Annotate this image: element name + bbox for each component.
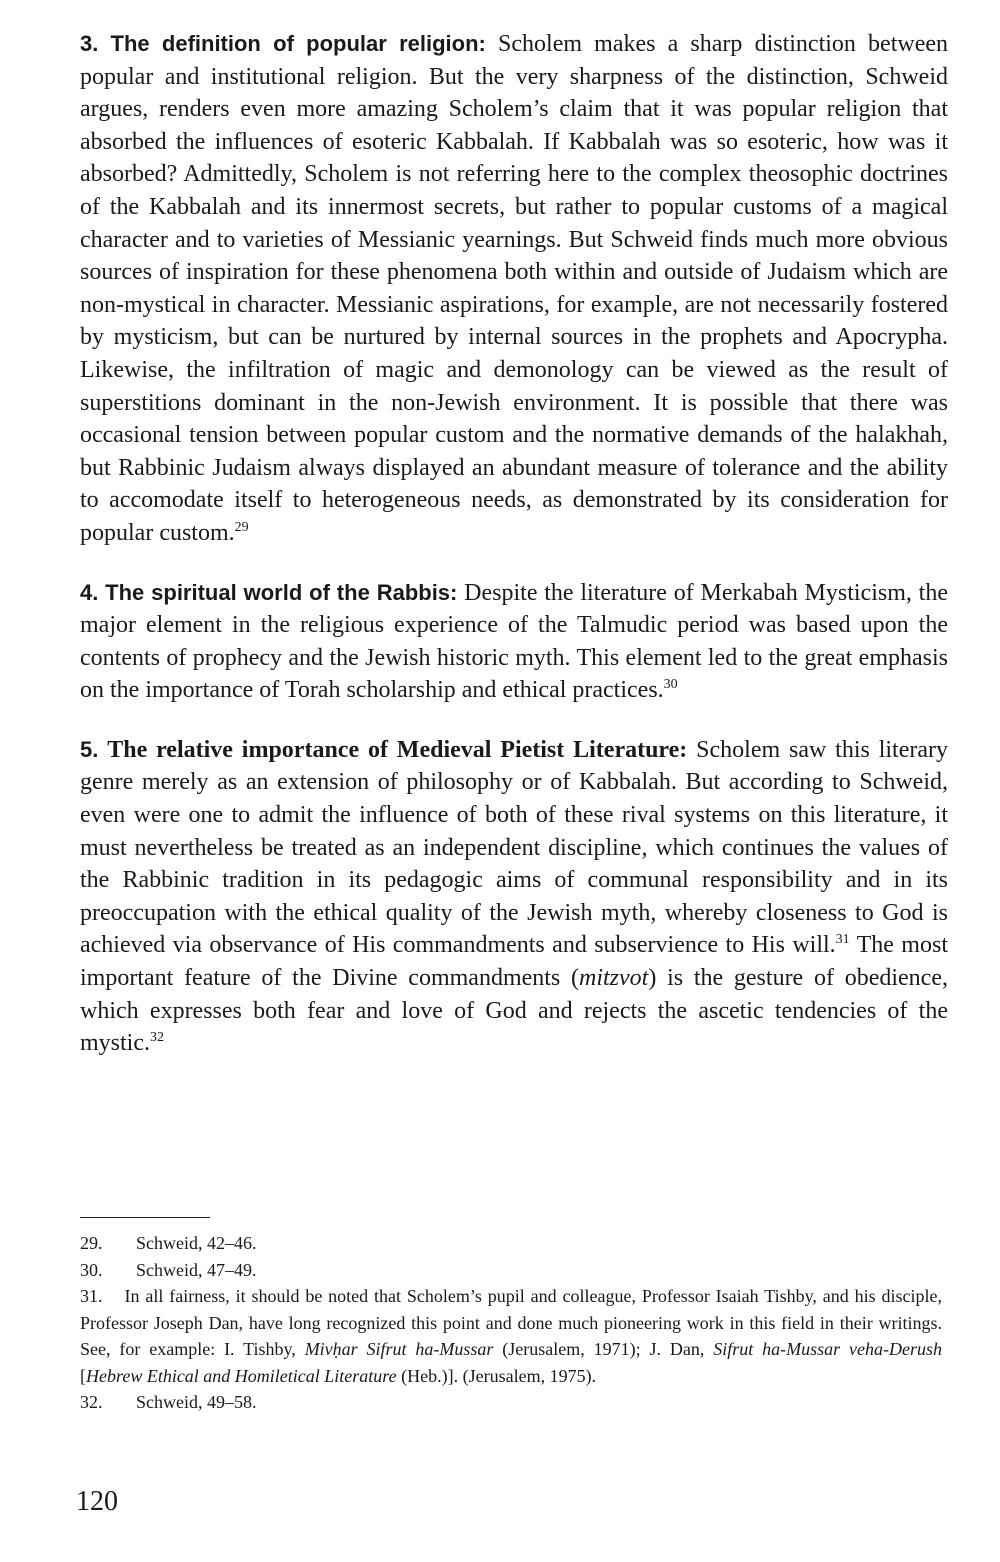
footnote-title: Mivḥar Sifrut ha-Mussar	[304, 1339, 494, 1359]
page-number: 120	[76, 1486, 118, 1517]
footnote-ref: 31	[835, 932, 850, 948]
footnote-31	[80, 1283, 942, 1389]
main-text	[80, 28, 948, 1087]
paragraph-body: Despite the literature of Merkabah Mysticism, the major element in the religious experience of the Talmudic period was based upon the contents of prophecy and the Jewish historic myth. This element led to the great emphasis on the importance of Torah scholarship and ethical practices.	[80, 579, 948, 704]
paragraph-number: 4.	[80, 579, 99, 605]
footnote-title: Sifrut ha-Mussar veha-Derush	[713, 1339, 942, 1359]
paragraph-body: Scholem makes a sharp distinction between popular and institutional religion. But the very sharpness of the distinction, Schweid argues, renders even more amazing Scholem’s claim that it was popular religion that absorbed the influences of esoteric Kabbalah. If Kabbalah was so esoteric, how was it absorbed? Admittedly, Scholem is not referring here to the complex theosophic doctrines of the Kabbalah and its innermost secrets, but rather to popular customs of a magical character and to varieties of Messianic yearnings. But Schweid finds much more obvious sources of inspiration for these phenomena both within and outside of Judaism which are non-mystical in character. Messianic aspirations, for example, are not necessarily fostered by mysticism, but can be nurtured by internal sources in the prophets and Apocrypha. Likewise, the infiltration of magic and demonology can be viewed as the result of superstitions dominant in the non-Jewish environment. It is possible that there was occasional tension between popular custom and the normative demands of the halakhah, but Rabbinic Judaism always displayed an abundant measure of tolerance and the ability to accomodate itself to heterogeneous needs, as demonstrated by its consideration for popular custom.	[80, 31, 949, 546]
paragraph-3	[80, 28, 948, 550]
paragraph-body-continued: The most important feature of the Divine commandments (	[80, 932, 948, 992]
paragraph-4	[80, 577, 948, 707]
footnote-ref: 30	[663, 677, 678, 693]
footnote-text: [	[80, 1365, 86, 1386]
paragraph-body: Scholem saw this literary genre merely as an extension of philosophy or of Kabbalah. But according to Schweid, even were one to admit the influence of both of these rival systems on this literature, it must nevertheless be treated as an independent discipline, which continues the values of the Rabbinic tradition in its pedagogic aims of communal responsibility and in its preoccupation with the ethical quality of the Jewish myth, whereby closeness to God is achieved via observance of His commandments and subservience to His will.	[80, 736, 949, 959]
footnote-ref: 32	[150, 1030, 164, 1046]
paragraph-body-end: ) is the gesture of obedience, which expresses both fear and love of God and rejects the ascetic tendencies of the mystic.	[80, 965, 948, 1057]
footnote-number: 32.	[80, 1392, 103, 1412]
paragraph-heading: The relative importance of Medieval Pietist Literature:	[107, 736, 688, 763]
paragraph-heading: The spiritual world of the Rabbis:	[105, 579, 458, 605]
footnote-text: (Heb.)]. (Jerusalem, 1975).	[396, 1365, 597, 1386]
footnote-title: Hebrew Ethical and Homiletical Literature	[86, 1365, 397, 1386]
paragraph-heading: The definition of popular religion:	[110, 31, 486, 56]
footnote-text: In all fairness, it should be noted that Scholem’s pupil and colleague, Professor Isaiah Tishby, and his disciple, Professor Joseph Dan, have long recognized this point and done much pioneering work in this field in their writings. See, for example: I. Tishby,	[80, 1286, 942, 1359]
footnote-number: 30.	[80, 1259, 103, 1280]
footnote-ref: 29	[234, 519, 249, 535]
footnote-text: Schweid, 49–58.	[136, 1392, 257, 1412]
paragraph-5	[80, 734, 948, 1060]
footnote-separator	[80, 1217, 210, 1218]
footnote-29	[80, 1230, 942, 1257]
footnote-number: 31.	[80, 1286, 103, 1306]
footnotes	[80, 1230, 942, 1416]
footnote-32	[80, 1389, 942, 1416]
italic-term: mitzvot	[579, 965, 649, 992]
paragraph-number: 5.	[80, 736, 99, 762]
footnote-text: Schweid, 47–49.	[136, 1259, 257, 1280]
footnote-30	[80, 1257, 942, 1284]
footnote-text: Schweid, 42–46.	[136, 1233, 257, 1253]
footnote-number: 29.	[80, 1233, 103, 1253]
paragraph-number: 3.	[80, 31, 99, 56]
footnote-text: (Jerusalem, 1971); J. Dan,	[493, 1339, 714, 1359]
